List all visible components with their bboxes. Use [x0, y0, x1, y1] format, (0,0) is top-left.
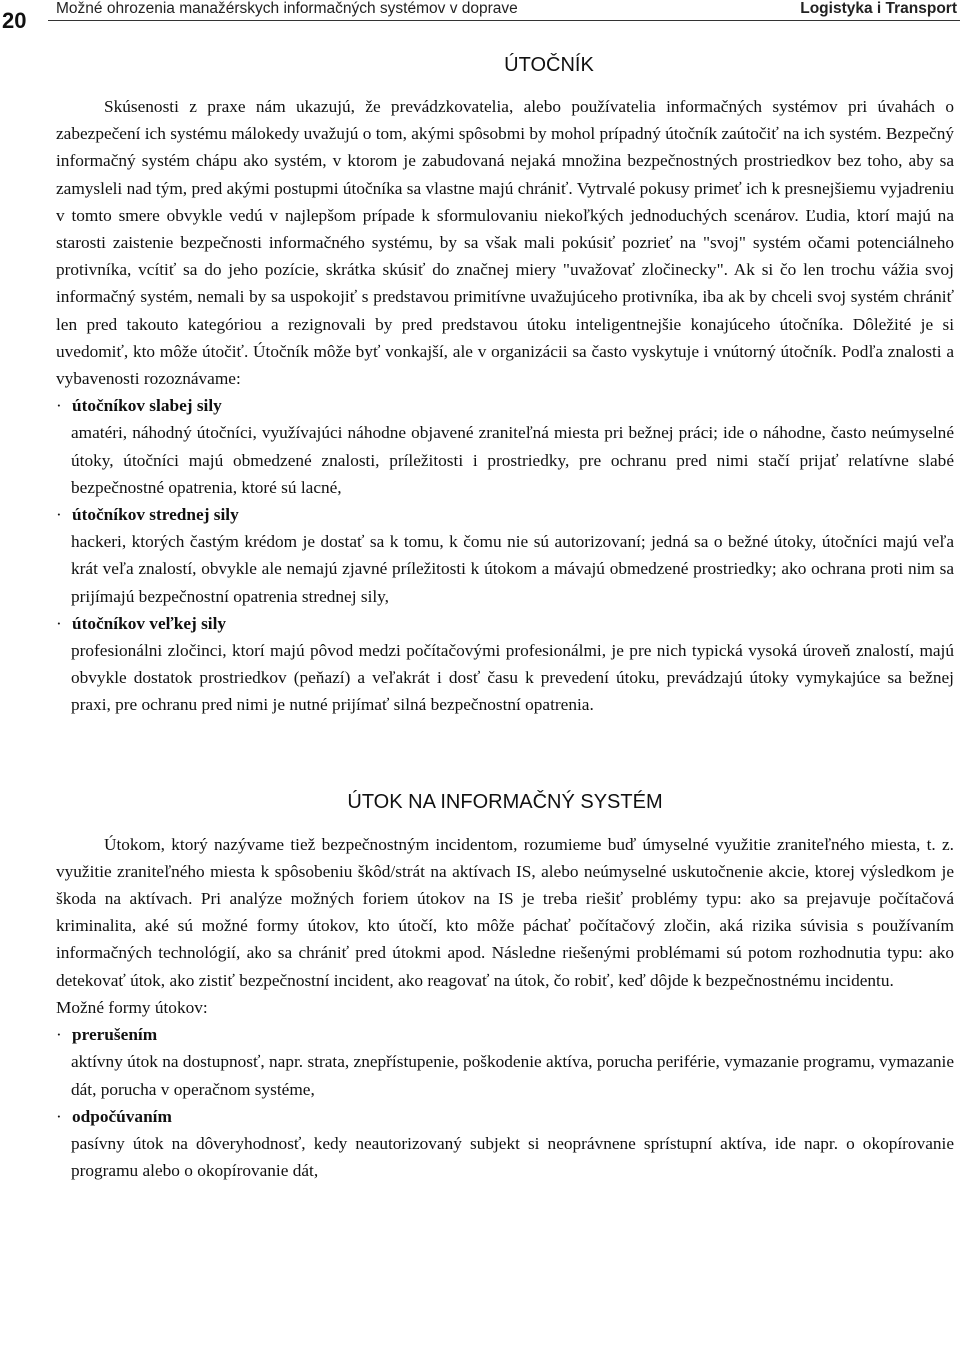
body-paragraph: Skúsenosti z praxe nám ukazujú, že prevádzkovatelia, alebo používatelia informačných systémov pri úvahách o zabezpečení ich systému málokedy uvažujú o tom, akými spôsobmi by mohol prípadný útočník zaútočiť na ich systém. Bezpečný informačný systém chápu ako systém, v ktorom je zabudovaná nejaká množina bezpečnostných prostriedkov bez toho, aby sa zamysleli nad tým, pred akými postupmi útočníka sa vlastne majú chrániť. Vytrvalé pokusy primeť ich k presnejšiemu vyjadreniu v tomto smere obvykle vedú v najlepšom prípade k sformulovaniu niekoľkých jednoduchých scenárov. Ľudia, ktorí majú na starosti zaistenie bezpečnosti informačného systému, by sa však mali pokúsiť pozrieť na "svoj" systém očami potenciálneho protivníka, vcítiť sa do jeho pozície, skrátka skúsiť do značnej miery "uvažovať zločinecky". Ak si čo len trochu vážia svoj informačný systém, nemali by sa uspokojiť s predstavou primitívne uvažujúceho protivníka, iba ak by chceli svoj systém chrániť len pred takouto kategóriou a rezignovali by pred predstavou útoku inteligentnejšie konajúceho útočníka. Dôležité je si uvedomiť, kto môže útočiť. Útočník môže byť vonkajší, ale v organizácii sa často vyskytuje i vnútorný útočník. Podľa znalosti a vybavenosti rozoznávame: — [56, 97, 954, 389]
bullet-description: aktívny útok na dostupnosť, napr. strata, znepřístupenie, poškodenie aktíva, porucha periférie, vymazanie programu, vymazanie dát, porucha v operačnom systéme, — [71, 1052, 954, 1099]
page-number: 20 — [2, 8, 27, 33]
bullet-term — [56, 392, 954, 419]
bullet-description: pasívny útok na dôveryhodnosť, kedy neautorizovaný subjekt si neoprávnene sprístupní aktíva, ide napr. o okopírovanie programu alebo o okopírovanie dát, — [71, 1133, 954, 1181]
bullet-term — [56, 501, 954, 528]
section-attack — [56, 788, 954, 1185]
bullet-list — [56, 392, 954, 718]
bullet-term-text: prerušením — [72, 1025, 158, 1045]
bullet-list — [56, 1021, 954, 1184]
section-heading: ÚTOČNÍK — [504, 54, 594, 76]
section-attacker — [56, 51, 954, 719]
bullet-term — [56, 1021, 954, 1048]
body-paragraph: Útokom, ktorý nazývame tiež bezpečnostným incidentom, rozumieme buď úmyselné využitie zraniteľného miesta, t. z. využitie zraniteľného miesta k spôsobeniu škôd/strát na aktívach IS, alebo neúmyselné uskutočnenie akcie, ktorej výsledkom je škoda na aktívach. Pri analýze možných foriem útokov na IS je treba riešiť problémy typu: ako sa prejavuje počítačová kriminalita, aké sú možné formy útokov, kto útočí, kto môže páchať počítačový zločin, aká rizika súvisia s používaním informačných technológií, ako sa chrániť pred útokmi apod. Následne riešenými problémami sú potom rozhodnutia typu: ako detekovať útok, ako zistiť bezpečnostní incident, ako reagovať na útok, čo robiť, keď dôjde k bezpečnostnému incidentu. — [56, 834, 954, 990]
journal-name: Logistyka i Transport — [800, 0, 957, 17]
article-body — [56, 51, 954, 1184]
page-header — [0, 0, 960, 34]
bullet-dot-icon: · — [56, 505, 62, 525]
bullet-dot-icon: · — [56, 1025, 62, 1045]
bullet-dot-icon: · — [56, 613, 62, 633]
bullet-term-text: útočníkov slabej sily — [72, 396, 222, 416]
bullet-dot-icon: · — [56, 1106, 62, 1126]
bullet-description: hackeri, ktorých častým krédom je dostať sa k tomu, k čomu nie sú autorizovaní; jedná sa o bežné útoky, útočníci majú veľa krát veľa znalostí, obvykle ale nemajú zjavné príležitosti k útokom a mávajú obmedzené prostriedky; ako ochrana proti nim sa prijímajú bezpečnostní opatrenia strednej sily, — [71, 532, 954, 606]
running-title: Možné ohrozenia manažérskych informačných systémov v doprave — [56, 0, 518, 17]
bullet-term-text: útočníkov veľkej sily — [72, 613, 227, 633]
header-rule — [48, 20, 960, 21]
list-item — [56, 501, 954, 610]
list-item — [56, 392, 954, 501]
section-heading: ÚTOK NA INFORMAČNÝ SYSTÉM — [347, 790, 663, 813]
bullet-description: profesionálni zločinci, ktorí majú pôvod medzi počítačovými profesionálmi, je pre nich typická vysoká úroveň znalostí, majú obvykle dostatok prostriedkov (peňazí) a veľakrát i dosť času k prevedení útoku, prevádzajú útoky vymykajúce sa bežnej praxi, pre ochranu pred nimi je nutné prijímať silná bezpečnostní opatrenia. — [71, 641, 954, 715]
forms-label: Možné formy útokov: — [56, 997, 208, 1017]
list-item — [56, 1103, 954, 1185]
bullet-term-text: odpočúvaním — [72, 1106, 172, 1126]
list-item — [56, 610, 954, 719]
bullet-term — [56, 610, 954, 637]
bullet-term — [56, 1103, 954, 1130]
bullet-term-text: útočníkov strednej sily — [72, 505, 239, 525]
list-item — [56, 1021, 954, 1103]
bullet-description: amatéri, náhodný útočníci, využívajúci náhodne objavené zraniteľná miesta pri bežnej práci; ide o náhodne, často neúmyselné útoky, útočníci majú obmedzené znalosti, príležitosti i prostriedky, pre ochranu pred nimi stačí prijať relatívne slabé bezpečnostné opatrenia, ktoré sú lacné, — [71, 423, 954, 497]
bullet-dot-icon: · — [56, 396, 62, 416]
